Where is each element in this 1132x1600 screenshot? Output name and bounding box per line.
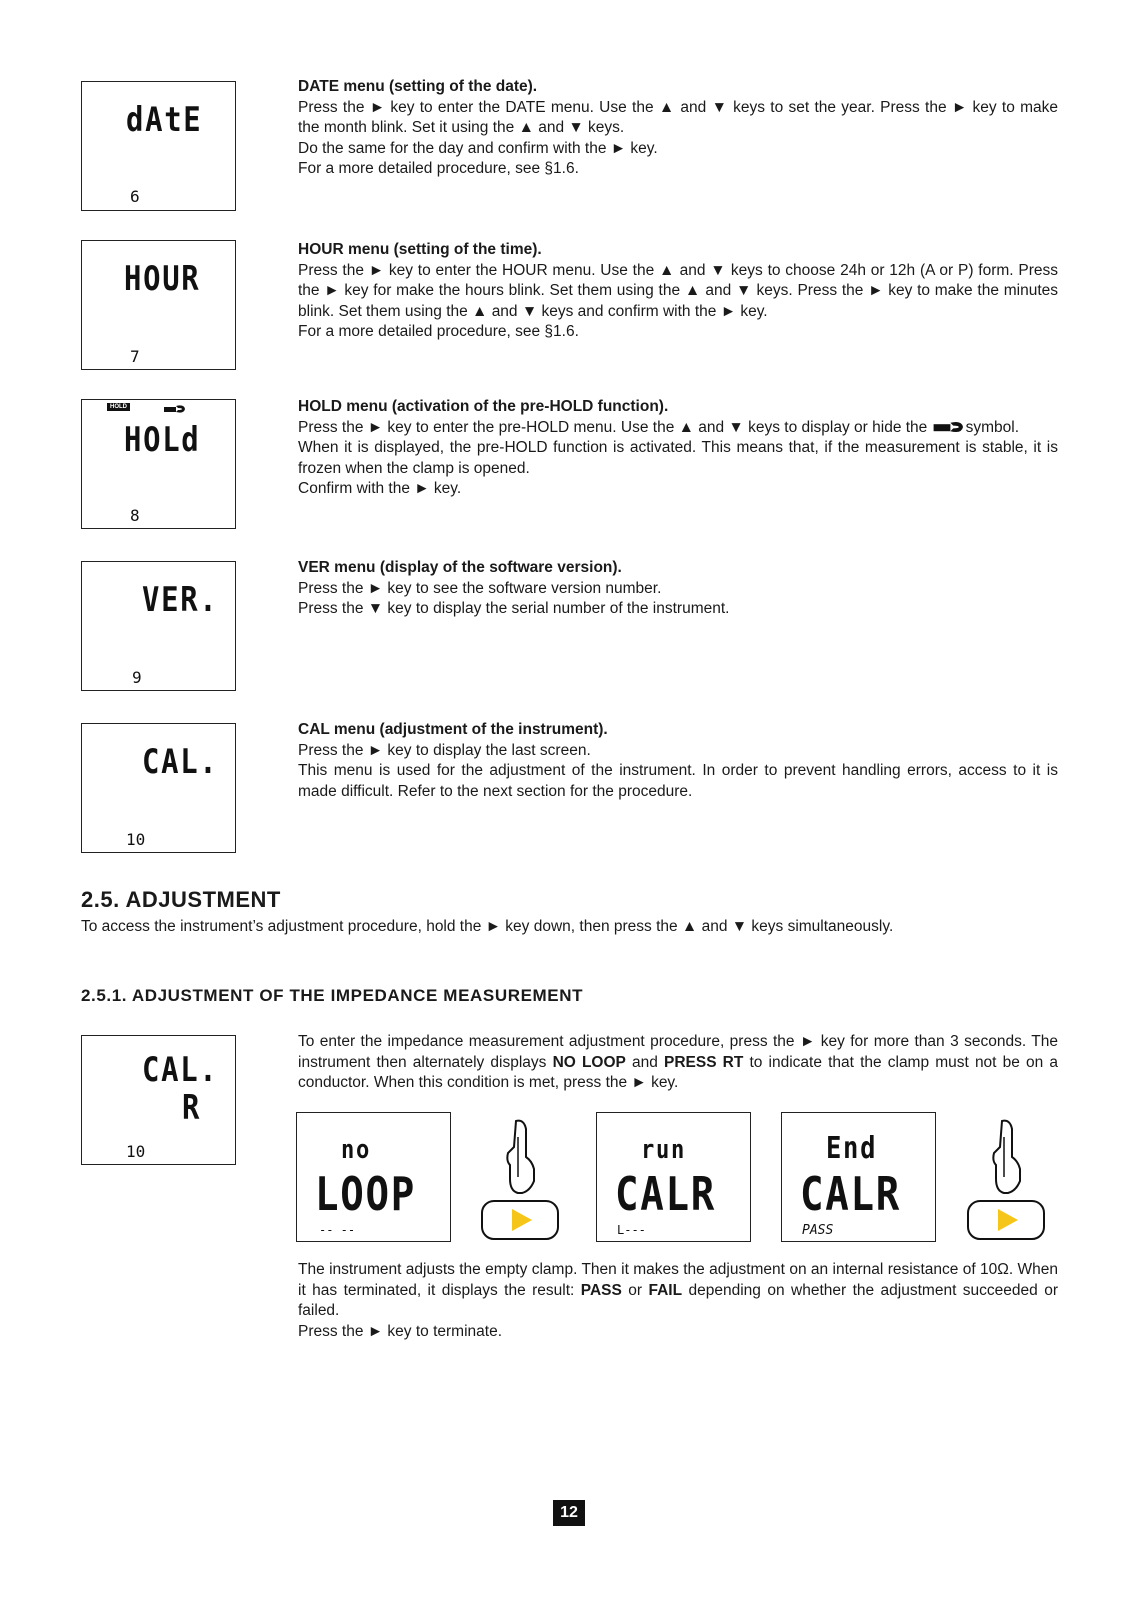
lcd-cal-r [81, 1035, 236, 1165]
lcd-main-text: CAL. [142, 1050, 219, 1090]
text-run: and [625, 1053, 664, 1071]
section-intro: To access the instrument’s adjustment procedure, hold the ► key down, then press the ▲ and ▼ keys simultaneously. [81, 918, 894, 935]
menu-title: HOUR menu (setting of the time). [298, 241, 542, 258]
adjust-result-text [298, 1260, 1058, 1342]
menu-hour-text [298, 240, 1058, 343]
paragraph: Confirm with the ► key. [298, 480, 462, 497]
paragraph: When it is displayed, the pre-HOLD function is activated. This means that, if the measurement is stable, it is frozen when the clamp is opened. [298, 439, 1058, 477]
lcd-menu-number: 8 [130, 506, 140, 525]
lcd-end-calr [781, 1112, 936, 1242]
paragraph: This menu is used for the adjustment of the instrument. In order to prevent handling errors, access to it is made difficult. Refer to the next section for the procedure. [298, 762, 1058, 800]
text-run: depending on whether the adjustment succeeded or failed. [298, 1281, 1058, 1319]
hold-tag: HOLD [107, 403, 130, 411]
section-heading: 2.5. ADJUSTMENT [81, 887, 281, 912]
lcd-menu-number: 10 [126, 1142, 146, 1161]
lcd-menu-number: 10 [126, 830, 146, 849]
clamp-icon [932, 420, 966, 434]
lcd-bottom-text: L--- [617, 1223, 646, 1237]
hand-press-icon [966, 1117, 1046, 1242]
lcd-ver [81, 561, 236, 691]
lcd-main-text: HOUR [124, 259, 201, 299]
lcd-hold [81, 399, 236, 529]
paragraph: Press the ► key to enter the DATE menu. Use the ▲ and ▼ keys to set the year. Press the ► key to make the month blink. Set it using the ▲ and ▼ keys. [298, 98, 1058, 136]
paragraph: Press the ► key to terminate. [298, 1322, 503, 1340]
menu-cal-text [298, 720, 1058, 802]
lcd-menu-number: 9 [132, 668, 142, 687]
menu-ver-text [298, 558, 1058, 620]
lcd-bottom-text: PASS [802, 1223, 834, 1238]
lcd-cal [81, 723, 236, 853]
subsection-heading: 2.5.1. ADJUSTMENT OF THE IMPEDANCE MEASUREMENT [81, 986, 584, 1005]
clamp-icon [164, 404, 186, 414]
paragraph: Press the ► key to enter the HOUR menu. Use the ▲ and ▼ keys to choose 24h or 12h (A or P) form. Press the ► key for make the hours blink. Set them using the ▲ and ▼ keys. Press the ► key to make the minutes blink. Set them using the ▲ and ▼ keys and confirm with the ► key. [298, 261, 1058, 320]
menu-title: DATE menu (setting of the date). [298, 78, 538, 95]
page-number: 12 [553, 1500, 585, 1526]
lcd-sub-text: R [182, 1088, 202, 1128]
text-run: or [621, 1281, 649, 1299]
paragraph: Press the ► key to see the software version number. [298, 579, 662, 597]
lcd-menu-number: 6 [130, 187, 140, 206]
paragraph [298, 1260, 1058, 1322]
lcd-main-text: CALR [615, 1167, 716, 1221]
text-run: to indicate that the clamp must not be on a conductor. When this condition is met, press the ► key. [298, 1053, 1058, 1091]
paragraph: Press the ▼ key to display the serial number of the instrument. [298, 600, 730, 617]
paragraph: For a more detailed procedure, see §1.6. [298, 160, 579, 177]
text-run: The instrument adjusts the empty clamp. Then it makes the adjustment on an internal resistance of 10Ω. When it has terminated, it displays the result: [298, 1261, 1058, 1299]
paragraph [298, 418, 1058, 439]
lcd-main-text: LOOP [315, 1167, 416, 1221]
menu-title: CAL menu (adjustment of the instrument). [298, 721, 608, 738]
lcd-menu-number: 7 [130, 347, 140, 366]
press-rt-label: PRESS RT [664, 1053, 744, 1071]
fail-label: FAIL [648, 1281, 683, 1299]
menu-title: VER menu (display of the software version). [298, 559, 622, 576]
paragraph [298, 1032, 1058, 1094]
lcd-main-text: CAL. [142, 742, 219, 782]
menu-hold-text [298, 397, 1058, 500]
lcd-main-text: dAtE [126, 100, 203, 140]
lcd-hour [81, 240, 236, 370]
lcd-top-text: End [826, 1131, 878, 1166]
lcd-main-text: HOLd [124, 420, 201, 460]
lcd-main-text: VER. [142, 580, 219, 620]
lcd-no-loop [296, 1112, 451, 1242]
lcd-main-text: CALR [800, 1167, 901, 1221]
paragraph: Do the same for the day and confirm with the ► key. [298, 139, 658, 157]
hold-line-end: symbol. [965, 418, 1020, 436]
text-run: To enter the impedance measurement adjustment procedure, press the ► key for more than 3 seconds. The instrument then alternately displays [298, 1033, 1058, 1071]
adjust-intro-text [298, 1032, 1058, 1094]
pass-label: PASS [580, 1281, 622, 1299]
menu-date-text [298, 77, 1058, 180]
no-loop-label: NO LOOP [552, 1053, 626, 1071]
paragraph: Press the ► key to display the last screen. [298, 741, 591, 759]
lcd-bottom-text: -- -- [319, 1223, 356, 1237]
hold-line-start: Press the ► key to enter the pre-HOLD menu. Use the ▲ and ▼ keys to display or hide the [298, 418, 928, 436]
menu-title: HOLD menu (activation of the pre-HOLD function). [298, 398, 669, 415]
lcd-run-calr [596, 1112, 751, 1242]
lcd-date [81, 81, 236, 211]
hand-press-icon [480, 1117, 560, 1242]
lcd-top-text: no [341, 1135, 372, 1165]
paragraph: For a more detailed procedure, see §1.6. [298, 323, 579, 340]
lcd-top-text: run [641, 1135, 687, 1165]
